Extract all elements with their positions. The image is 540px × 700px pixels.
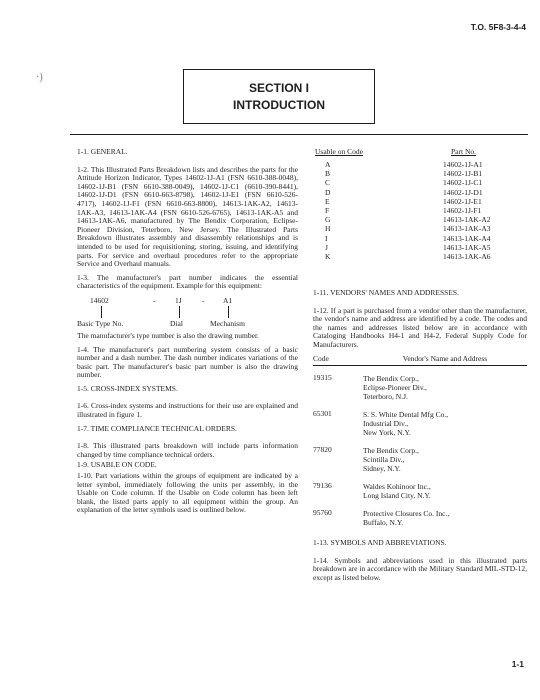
- example-tick-c: [228, 306, 229, 318]
- usable-part-number: 14602-1J-C1: [443, 178, 483, 188]
- vendor-table-header: [313, 355, 527, 367]
- usable-parts-list: [443, 161, 523, 262]
- vendor-code: 79136: [313, 481, 332, 491]
- vendor-address-line: The Bendix Corp.,: [363, 446, 419, 456]
- usable-code: C: [325, 178, 331, 188]
- margin-mark: ·): [36, 72, 43, 83]
- usable-code: D: [325, 187, 331, 197]
- para-1-2: 1-2. This Illustrated Parts Breakdown lists and describes the parts for the Attitude Horizon Indicator, Types 14602-1J-A1 (FSN 6610-388-0048), 14602-1J-B1 (FSN 6610-388-0049), 14602-1J-C1 (6610-390-8441), 14602-1J-D1 (FSN 6610-663-8798), 14602-1J-E1 (FSN 6610-526-4717), 14602-1J-F1 (FSN 6610-663-8800), 14613-1AK-A2, 14613-1AK-A3, 14613-1AK-A4 (FSN 6610-526-6765), 14613-1AK-A5 and 14613-1AK-A6, manufactured by The Bendix Corporation, Eclipse-Pioneer Division, Teterboro, New Jersey. The Illustrated Parts Breakdown illustrates assembly and disassembly relationships and is intended to be used for requisitioning, storing, issuing, and identifying parts. For service and overhaul procedures refer to the appropriate Service and Overhaul manuals.: [77, 164, 298, 269]
- usable-part-number: 14602-1J-E1: [443, 196, 482, 206]
- part-no-header: Part No.: [451, 147, 476, 156]
- para-1-8: 1-8. This illustrated parts breakdown will include parts information changed by time compliance technical orders.: [77, 441, 298, 459]
- vendor-address: [363, 482, 431, 500]
- usable-part-number: 14613-1AK-A6: [443, 251, 491, 261]
- usable-code: A: [325, 160, 331, 169]
- vendor-address: [363, 410, 448, 437]
- vendor-address-line: Waldes Kohinoor Inc.,: [363, 482, 431, 492]
- para-1-3: 1-3. The manufacturer's part number indicates the essential characteristics of the equipment. Example for this equipment:: [77, 272, 298, 291]
- usable-code: F: [325, 205, 330, 215]
- vendor-address-line: Industrial Div.,: [363, 419, 409, 429]
- heading-1-13: 1-13. SYMBOLS AND ABBREVIATIONS.: [313, 538, 447, 548]
- example-dash-2: -: [202, 295, 205, 305]
- heading-1-5: 1-5. CROSS-INDEX SYSTEMS.: [77, 383, 178, 393]
- usable-part-number: 14602-1J-B1: [443, 169, 483, 179]
- heading-1-7: 1-7. TIME COMPLIANCE TECHNICAL ORDERS.: [77, 423, 237, 433]
- example-part-b: 1J: [175, 295, 182, 305]
- heading-1-11: 1-11. VENDORS' NAMES AND ADDRESSES.: [313, 288, 459, 297]
- vendor-row: [313, 482, 527, 500]
- example-label-b: Dial: [170, 318, 183, 328]
- usable-code: G: [325, 215, 331, 225]
- section-subtitle: INTRODUCTION: [233, 97, 325, 112]
- vendor-address-line: The Bendix Corp.,: [363, 374, 419, 384]
- example-label-a: Basic Type No.: [77, 318, 124, 328]
- usable-part-number: 14613-1AK-A5: [443, 242, 491, 252]
- section-title: SECTION I: [248, 80, 309, 95]
- usable-on-code-header: Usable on Code: [315, 147, 363, 156]
- vendor-code-header: Code: [313, 353, 329, 363]
- vendor-address-line: Protective Closures Co. Inc.,: [363, 509, 450, 519]
- para-1-4: 1-4. The manufacturer's part numbering system consists of a basic number and a dash number. The dash number indicates variations of the basic part. The manufacturer's basic part number is also the drawing number.: [77, 344, 298, 380]
- para-1-12: 1-12. If a part is purchased from a vendor other than the manufacturer, the vendor's name and address are identified by a code. The codes and the names and addresses listed below are in accordance with Cataloging Handbooks H4-1 and H4-2, Federal Supply Code for Manufacturers.: [313, 305, 527, 349]
- usable-part-number: 14613-1AK-A2: [443, 215, 491, 225]
- vendor-address: [363, 374, 427, 401]
- vendor-address-line: Long Island City, N.Y.: [363, 491, 431, 501]
- usable-code: E: [325, 196, 330, 206]
- heading-1-1: 1-1. GENERAL.: [77, 147, 128, 156]
- usable-code: K: [325, 251, 331, 261]
- to-number: T.O. 5F8-3-4-4: [470, 22, 526, 32]
- vendor-row: [313, 374, 527, 401]
- heading-1-9: 1-9. USABLE ON CODE.: [77, 460, 157, 470]
- usable-part-number: 14602-1J-A1: [443, 160, 483, 169]
- example-label-c: Mechanism: [210, 318, 245, 328]
- vendor-row: [313, 410, 527, 437]
- vendor-address-line: Sidney, N.Y.: [363, 464, 401, 474]
- para-1-10: 1-10. Part variations within the groups of equipment are indicated by a letter symbol, immediately following the units per assembly, in the Usable on Code column. If the Usable on Code column has been left blank, the listed parts apply to all equipment within the group. An explanation of the letter symbols used is outlined below.: [77, 471, 298, 515]
- vendor-address: [363, 446, 419, 473]
- example-part-a: 14602: [90, 295, 109, 305]
- vendor-address: [363, 509, 449, 527]
- part-number-example: [77, 297, 298, 332]
- usable-code: I: [325, 233, 328, 243]
- para-1-3b: The manufacturer's type number is also the drawing number.: [77, 330, 259, 340]
- usable-part-number: 14602-1J-F1: [443, 205, 482, 215]
- vendor-name-header: Vendor's Name and Address: [402, 353, 488, 363]
- page-number: 1-1: [511, 659, 524, 669]
- usable-code: B: [325, 169, 331, 179]
- vendor-address-line: Eclipse-Pioneer Div.,: [363, 383, 427, 393]
- vendor-row: [313, 509, 527, 527]
- vendor-address-line: Scintilla Div.,: [363, 455, 405, 465]
- vendor-code: 77820: [313, 445, 332, 455]
- vendor-address-line: Teterboro, N.J.: [363, 392, 408, 402]
- vendor-address-line: Buffalo, N.Y.: [363, 518, 404, 528]
- example-tick-b: [179, 306, 180, 318]
- usable-code: H: [325, 224, 331, 234]
- right-column: [313, 148, 527, 588]
- left-column: [77, 148, 298, 520]
- usable-codes-list: [325, 161, 345, 262]
- vendor-address-line: New York, N.Y.: [363, 428, 411, 438]
- usable-on-code-table: [313, 148, 527, 275]
- example-tick-a: [101, 306, 102, 318]
- usable-part-number: 14613-1AK-A3: [443, 224, 491, 234]
- header-rule: [70, 134, 528, 135]
- example-part-c: A1: [223, 295, 233, 305]
- usable-part-number: 14602-1J-D1: [443, 187, 483, 197]
- vendor-code: 19315: [313, 373, 332, 383]
- para-1-6: 1-6. Cross-index systems and instructions for their use are explained and illustrated in figure 1.: [77, 401, 298, 420]
- vendor-address-line: S. S. White Dental Mfg Co.,: [363, 410, 449, 420]
- usable-code: J: [325, 242, 328, 252]
- section-title-box: [183, 69, 375, 124]
- vendor-code: 65301: [313, 409, 332, 419]
- usable-part-number: 14613-1AK-A4: [443, 233, 491, 243]
- para-1-14: 1-14. Symbols and abbreviations used in this illustrated parts breakdown are in accordance with the Military Standard MIL-STD-12, except as listed below.: [313, 555, 527, 582]
- vendor-row: [313, 446, 527, 473]
- vendor-code: 95760: [313, 508, 332, 518]
- vendor-table: [313, 355, 527, 528]
- example-dash-1: -: [153, 295, 156, 305]
